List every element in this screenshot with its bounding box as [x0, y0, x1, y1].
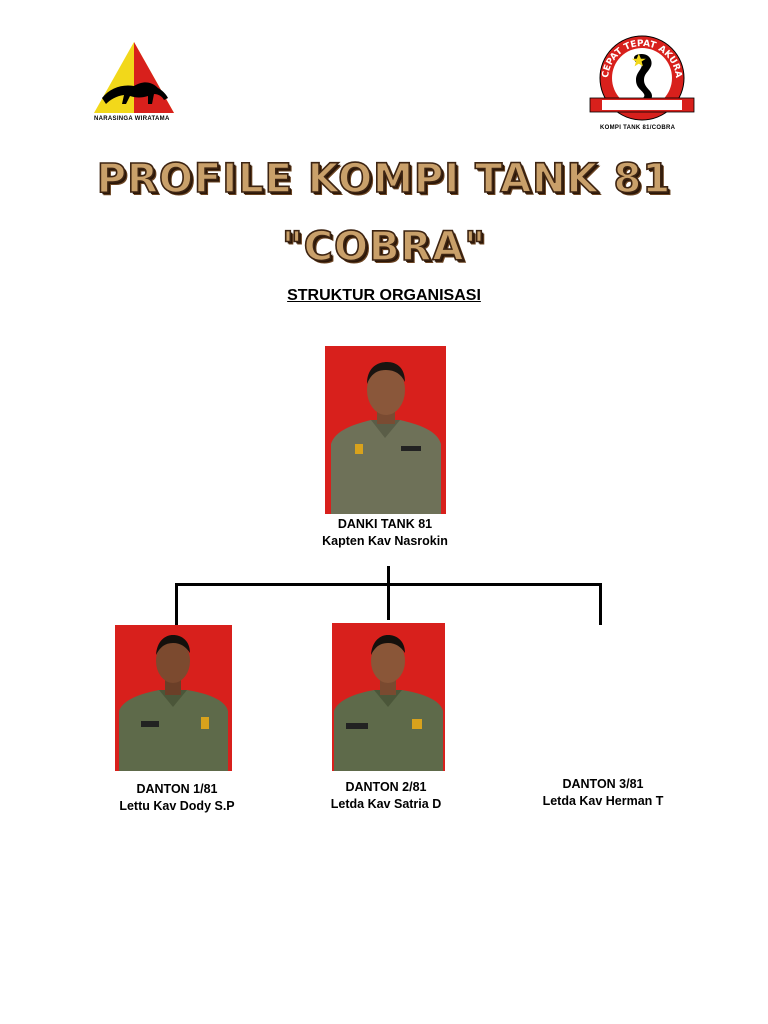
platoon-2-name: Letda Kav Satria D — [330, 797, 442, 811]
connector-vertical-left — [175, 583, 178, 625]
platoon-3-position: DANTON 3/81 — [562, 777, 644, 791]
commander-position: DANKI TANK 81 — [337, 517, 433, 531]
platoon-3-label — [505, 776, 701, 810]
platoon-1-label — [80, 781, 274, 815]
commander-label — [285, 516, 485, 550]
platoon-1-name: Lettu Kav Dody S.P — [119, 799, 235, 813]
page-title-unit-name: "COBRA" — [281, 224, 487, 270]
connector-horizontal — [175, 583, 602, 586]
page-title: PROFILE KOMPI TANK 81 — [96, 156, 672, 202]
commander-photo — [325, 346, 446, 514]
logo-right-caption: KOMPI TANK 81/COBRA — [600, 125, 676, 131]
section-subtitle: STRUKTUR ORGANISASI — [287, 287, 481, 304]
commander-name: Kapten Kav Nasrokin — [322, 534, 448, 548]
platoon-1-position: DANTON 1/81 — [136, 782, 218, 796]
unit-logo-right — [588, 34, 696, 124]
platoon-2-position: DANTON 2/81 — [345, 780, 427, 794]
platoon-1-photo — [115, 625, 232, 771]
platoon-2-photo — [332, 623, 445, 771]
connector-vertical-right — [599, 583, 602, 625]
unit-logo-left — [92, 40, 176, 115]
logo-left-caption: NARASINGA WIRATAMA — [94, 116, 170, 122]
platoon-3-name: Letda Kav Herman T — [542, 794, 664, 808]
connector-vertical-main — [387, 566, 390, 620]
logo-right-motto: CEPAT TEPAT AKURA — [600, 38, 683, 79]
platoon-2-label — [288, 779, 484, 813]
